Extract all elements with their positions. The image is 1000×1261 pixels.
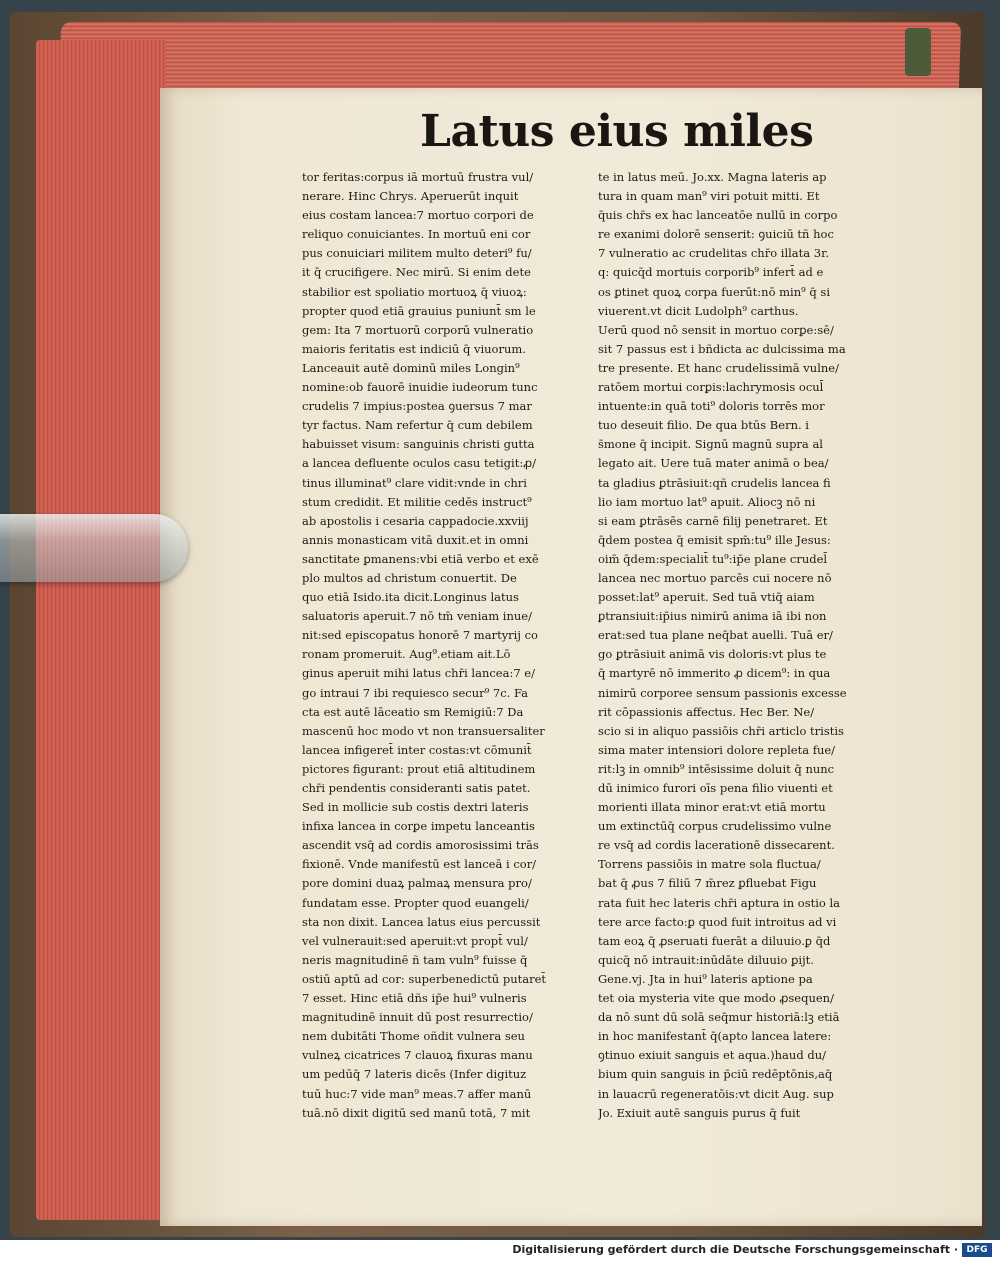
text-line: saluatoris aperuit.7 nō tm̄ veniam inue/ <box>302 609 532 624</box>
page-title: Latus eius miles <box>420 106 814 157</box>
text-line: Jo. Exiuit autē sanguis purus q̄ fuit <box>598 1105 801 1120</box>
text-line: ratōem mortui corꝑis:lachrymosis ocul̄ <box>598 380 824 395</box>
book-top-edge <box>59 22 961 90</box>
text-line: tuā.nō dixit digitū sed manū totā, 7 mit <box>302 1105 531 1120</box>
text-line: propter quod etiā grauius puniunt̄ sm le <box>302 303 536 318</box>
text-line: bat q̄ ꝓus 7 filiū 7 m̄rez ꝑfluebat Figu <box>598 876 817 891</box>
text-line: os ꝑtinet quoꝝ corpa fuerūt:nō min⁹ q̄ si <box>598 284 831 299</box>
text-line: q̄ martyrē nō immerito ꝓ dicem⁹: in qua <box>598 666 831 681</box>
text-line: Torrens passiōis in matre sola fluctua/ <box>598 857 821 872</box>
text-line: pictores figurant: prout etiā altitudinem <box>302 761 536 776</box>
text-line: cta est autē lāceatio sm Remigiū:7 Da <box>302 704 524 719</box>
text-line: vulneꝝ cicatrices 7 clauoꝝ fixuras manu <box>302 1048 533 1063</box>
glass-page-weight <box>0 514 188 582</box>
text-line: quo etiā Isido.ita dicit.Longinus latus <box>302 590 519 605</box>
text-line: q: quicq̄d mortuis corporib⁹ infert̄ ad e <box>598 265 824 280</box>
text-line: tinus illuminat⁹ clare vidit:vnde in chri <box>302 475 527 490</box>
text-line: tyr factus. Nam refertur q̄ cum debilem <box>302 418 533 433</box>
text-line: q̄dem postea q̄ emisit spm̄:tu⁹ ille Jesus: <box>598 532 831 547</box>
text-line: gem: Ita 7 mortuorū corporū vulneratio <box>302 322 534 337</box>
text-line: tet oia mysteria vite que modo ꝓsequen/ <box>598 991 834 1006</box>
text-line: s̄mone q̄ incipit. Signū magnū supra al <box>598 437 823 452</box>
text-column-right <box>598 168 883 1123</box>
text-line: ronam promeruit. Aug⁹.etiam ait.Lō <box>302 647 511 662</box>
text-line: tuū huc:7 vide man⁹ meas.7 affer manū <box>302 1086 532 1101</box>
text-line: morienti illata minor erat:vt etiā mortu <box>598 800 826 815</box>
text-line: ꝯtinuo exiuit sanguis et aqua.)haud du/ <box>598 1048 826 1063</box>
text-line: fixionē. Vnde manifestū est lanceā i cor/ <box>302 857 537 872</box>
text-line: tor feritas:corpus iā mortuū frustra vul/ <box>302 170 534 184</box>
text-line: rata fuit hec lateris chr̄i aptura in ostio la <box>598 895 841 910</box>
text-line: rit cōpassionis affectus. Hec Ber. Ne/ <box>598 704 815 719</box>
text-line: lio iam mortuo lat⁹ apuit. Aliocꝫ nō ni <box>598 494 816 509</box>
text-line: re vsq̄ ad cordis lacerationē dissecarent. <box>598 838 835 853</box>
text-line: in hoc manifestant̄ q̄(apto lancea latere: <box>598 1029 832 1044</box>
text-line: tura in quam man⁹ viri potuit mitti. Et <box>598 189 820 204</box>
text-line: chr̄i pendentis consideranti satis patet. <box>302 781 531 795</box>
text-line: Lanceauit autē dominū miles Longin⁹ <box>302 360 520 375</box>
text-line: vel vulnerauit:sed aperuit:vt propt̄ vul/ <box>302 933 528 948</box>
footer-bar <box>0 1240 1000 1261</box>
text-line: lancea infigeret̄ inter costas:vt cōmunit̄ <box>302 742 532 757</box>
text-line: plo multos ad christum conuertit. De <box>302 570 517 585</box>
bookmark-ribbon <box>905 28 931 76</box>
text-line: lancea nec mortuo parcēs cui nocere nō <box>598 570 832 585</box>
text-line: go intraui 7 ibi requiesco secur⁹ 7c. Fa <box>302 685 529 700</box>
text-line: da nō sunt dū solā seq̄mur historiā:lꝫ etiā <box>598 1010 840 1025</box>
text-line: tuo deseuit filio. De qua btūs Bern. i <box>598 418 809 433</box>
text-line: habuisset visum: sanguinis christi gutta <box>302 437 535 452</box>
text-line: 7 esset. Hinc etiā dñs ip̄e hui⁹ vulneris <box>302 991 527 1006</box>
text-line: eius costam lancea:7 mortuo corpori de <box>302 208 534 223</box>
text-line: nimirū corporee sensum passionis excesse <box>598 685 847 700</box>
book-fore-edge <box>36 40 166 1220</box>
text-line: infixa lancea in corꝑe impetu lanceantis <box>302 819 535 834</box>
text-line: scio si in aliquo passiōis chr̄i articlo tristis <box>598 723 844 738</box>
text-line: legato ait. Uere tuā mater animā o bea/ <box>598 456 829 471</box>
text-line: annis monasticam vitā duxit.et in omni <box>302 532 529 547</box>
text-line: sta non dixit. Lancea latus eius percussit <box>302 914 541 929</box>
text-line: neris magnitudinē ñ tam vuln⁹ fuisse q̄ <box>302 952 528 967</box>
text-line: maioris feritatis est indiciū q̄ viuorum. <box>302 341 526 356</box>
text-column-left <box>302 168 587 1123</box>
text-line: re exanimi dolorē senserit: ꝯuiciū tñ hoc <box>598 227 834 242</box>
text-line: ta gladius ꝑtrāsiuit:qñ crudelis lancea fi <box>598 475 831 490</box>
text-line: quicq̄ nō intrauit:inūdāte diluuio ꝑijt. <box>598 952 814 967</box>
text-line: sit 7 passus est i bñdicta ac dulcissima ma <box>598 341 846 356</box>
text-line: stum credidit. Et militie cedēs instruct⁹ <box>302 494 532 509</box>
text-line: Uerū quod nō sensit in mortuo corꝑe:sē/ <box>598 322 834 337</box>
text-line: Sed in mollicie sub costis dextri lateris <box>302 800 529 815</box>
text-line: te in latus meū. Jo.xx. Magna lateris ap <box>598 170 827 184</box>
text-line: q̄uis chr̄s ex hac lanceatōe nullū in corpo <box>598 208 838 223</box>
text-line: si eam ꝑtrāsēs carnē filij penetraret. Et <box>598 513 828 528</box>
text-line: it q̄ crucifigere. Nec mirū. Si enim dete <box>302 265 531 280</box>
dfg-logo[interactable]: DFG <box>962 1243 992 1257</box>
text-line: in lauacrū regeneratōis:vt dicit Aug. sup <box>598 1086 834 1101</box>
text-line: crudelis 7 impius:postea ꝯuersus 7 mar <box>302 399 532 414</box>
text-line: tam eoꝝ q̄ ꝓseruati fuerāt a diluuio.ꝑ q̄d <box>598 933 831 948</box>
text-line: tre presente. Et hanc crudelissimā vulne/ <box>598 360 839 375</box>
text-line: mascenū hoc modo vt non transuersaliter <box>302 723 545 738</box>
text-line: a lancea defluente oculos casu tetigit:ꝓ/ <box>302 456 536 471</box>
text-line: nomine:ob fauorē inuidie iudeorum tunc <box>302 380 538 395</box>
text-line: tere arce facto:ꝑ quod fuit introitus ad vi <box>598 914 837 929</box>
text-line: nit:sed episcopatus honorē 7 martyrij co <box>302 628 538 643</box>
text-line: magnitudinē innuit dū post resurrectio/ <box>302 1010 533 1025</box>
text-line: 7 vulneratio ac crudelitas chr̄o illata 3r. <box>598 246 830 261</box>
text-line: viuerent.vt dicit Ludolph⁹ carthus. <box>598 303 799 318</box>
text-line: fundatam esse. Propter quod euangeli/ <box>302 895 529 910</box>
text-line: go ꝑtrāsiuit animā vis doloris:vt plus te <box>598 647 827 662</box>
text-line: stabilior est spoliatio mortuoꝝ q̄ viuoꝝ: <box>302 284 527 299</box>
text-line: reliquo conuiciantes. In mortuū eni cor <box>302 227 531 242</box>
text-line: sima mater intensiori dolore repleta fue/ <box>598 742 836 757</box>
text-line: dū inimico furori oīs pena filio viuenti et <box>598 781 833 795</box>
book-page <box>160 88 982 1226</box>
text-line: ab apostolis i cesaria cappadocie.xxviij <box>302 513 529 528</box>
text-line: ginus aperuit mihi latus chr̄i lancea:7 e/ <box>302 666 535 681</box>
text-line: ꝑtransiuit:ip̄ius nimirū anima iā ibi non <box>598 609 827 624</box>
text-line: rit:lꝫ in omnib⁹ intēsissime doluit q̄ nunc <box>598 761 835 776</box>
text-line: oim̄ q̄dem:specialit̄ tu⁹:ip̄e plane crudel̄ <box>598 551 828 566</box>
text-line: ostiū aptū ad cor: superbenedictū putaret̄ <box>302 971 547 986</box>
text-line: nerare. Hinc Chrys. Aperuerūt inquit <box>302 189 519 204</box>
text-line: ascendit vsq̄ ad cordis amorosissimi trās <box>302 838 539 853</box>
text-line: posset:lat⁹ aperuit. Sed tuā vtiq̄ aiam <box>598 590 815 605</box>
text-line: um extinctūq̄ corpus crudelissimo vulne <box>598 819 832 834</box>
text-line: bium quin sanguis in p̄ciū redēptōnis,aq̄ <box>598 1067 833 1082</box>
text-line: nem dubitāti Thome oñdit vulnera seu <box>302 1029 525 1044</box>
text-line: pus conuiciari militem multo deteri⁹ fu/ <box>302 246 532 261</box>
text-line: Gene.vj. Jta in hui⁹ lateris aptione pa <box>598 971 813 986</box>
text-line: um pedūq̄ 7 lateris dicēs (Infer digituz <box>302 1067 527 1082</box>
text-line: sanctitate ꝑmanens:vbi etiā verbo et exē <box>302 551 539 566</box>
text-line: pore domini duaꝝ palmaꝝ mensura pro/ <box>302 876 532 891</box>
text-line: erat:sed tua plane neq̄bat auelli. Tuā er/ <box>598 628 833 643</box>
text-line: intuente:in quā toti⁹ doloris torrēs mor <box>598 399 825 414</box>
funding-credit: Digitalisierung gefördert durch die Deutsche Forschungsgemeinschaft · <box>512 1243 958 1256</box>
